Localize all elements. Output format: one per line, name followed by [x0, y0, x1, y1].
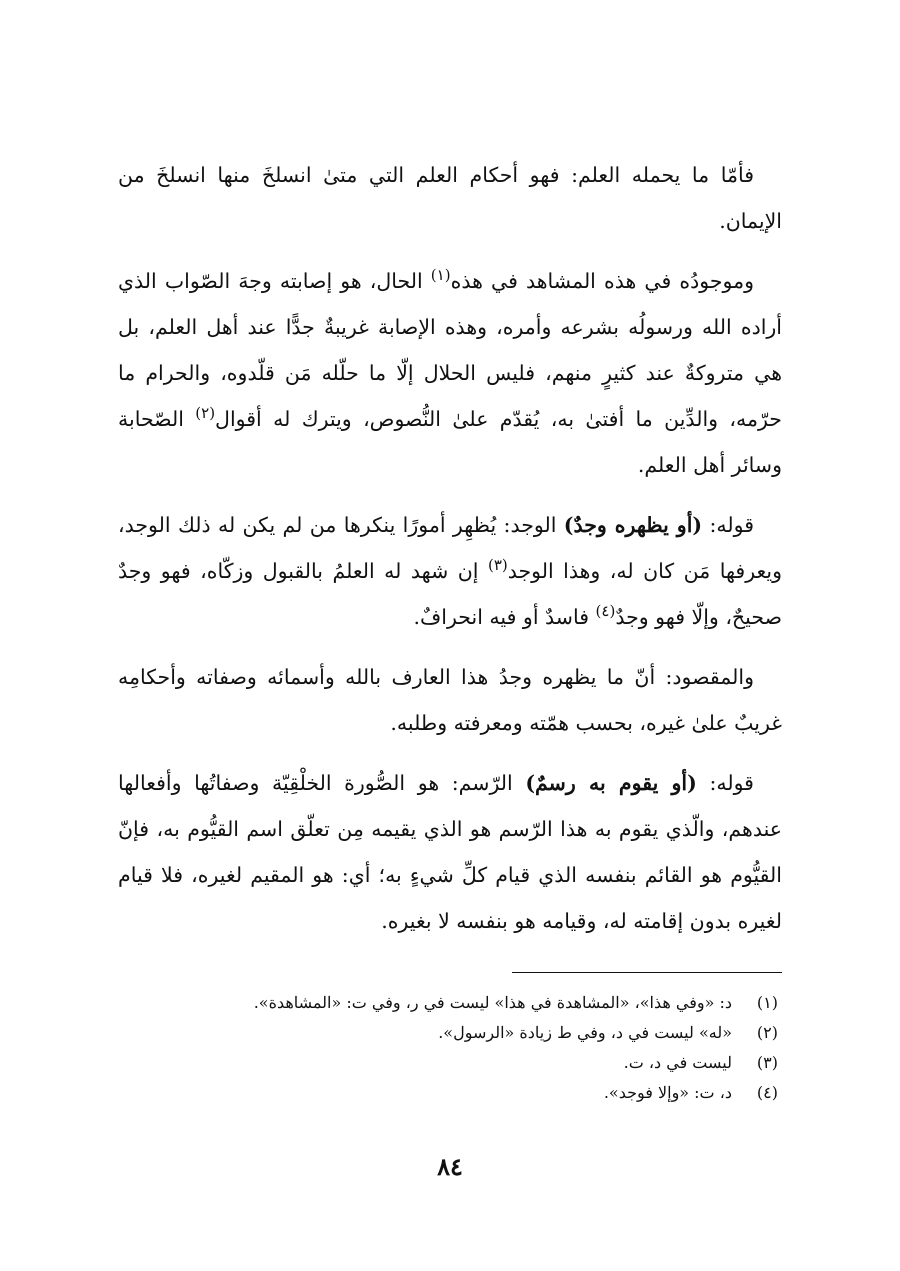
- footnote-number: (١): [756, 993, 778, 1012]
- footnote-number: (٤): [756, 1083, 778, 1102]
- paragraph-4-text: والمقصود: أنّ ما يظهره وجدُ هذا العارف بالله وأسمائه وصفاته وأحكامِه غريبٌ علىٰ غيره، بحسب همّته ومعرفته وطلبه.: [118, 665, 782, 735]
- footnote-ref-1: (١): [430, 266, 451, 285]
- footnote-number: (٢): [756, 1023, 778, 1042]
- footnotes: [118, 988, 778, 1108]
- paragraph-3-quoted-phrase: (أو يظهره وجدٌ): [563, 513, 703, 537]
- footnote-3: [118, 1048, 778, 1078]
- footnote-text: د، ت: «وإلا فوجد».: [603, 1083, 732, 1102]
- footnote-ref-3: (٣): [487, 556, 508, 575]
- paragraph-3-lead: قوله:: [702, 513, 754, 537]
- footnote-ref-4: (٤): [595, 602, 616, 621]
- paragraph-1: [118, 152, 782, 244]
- paragraph-2-part-b: الحال، هو إصابته وجهَ الصّواب الذي أراده الله ورسولُه بشرعه وأمره، وهذه الإصابة غريبةٌ جدًّا عند أهل العلم، بل هي متروكةٌ عند كثيرٍ منهم، فليس الحلال إلّا ما حلّله مَن قلّدوه، والحرام ما حرّمه، والدِّين ما أفتىٰ به، يُقدّم علىٰ النُّصوص، ويترك له أقوال: [118, 269, 782, 431]
- footnote-1: [118, 988, 778, 1018]
- paragraph-2-part-a: وموجودُه في هذه المشاهد في هذه: [450, 269, 754, 293]
- footnote-2: [118, 1018, 778, 1048]
- paragraph-5-lead: قوله:: [696, 771, 754, 795]
- paragraph-1-text: فأمّا ما يحمله العلم: فهو أحكام العلم التي متىٰ انسلخَ منها انسلخَ من الإيمان.: [118, 163, 782, 233]
- paragraph-3: [118, 502, 782, 640]
- paragraph-5-quoted-phrase: (أو يقوم به رسمٌ): [525, 771, 697, 795]
- footnote-text: د: «وفي هذا»، «المشاهدة في هذا» ليست في ر، وفي ت: «المشاهدة».: [253, 993, 732, 1012]
- paragraph-2: [118, 258, 782, 488]
- paragraph-3-part-a: الوجد: يُظهِر أمورًا ينكرها من لم يكن له ذلك الوجد، ويعرفها مَن كان له، وهذا الوجد: [118, 513, 783, 583]
- paragraph-3-part-b: إن شهد له العلمُ بالقبول وزكّاه، فهو وجدٌ صحيحٌ، وإلّا فهو وجدٌ: [118, 559, 782, 629]
- paragraph-3-part-c: فاسدٌ أو فيه انحرافٌ.: [413, 605, 596, 629]
- footnote-text: «له» ليست في د، وفي ط زيادة «الرسول».: [438, 1023, 732, 1042]
- footnote-text: ليست في د، ت.: [623, 1053, 732, 1072]
- footnote-number: (٣): [756, 1053, 778, 1072]
- paragraph-5: [118, 760, 782, 944]
- paragraph-4: [118, 654, 782, 746]
- paragraph-5-part-a: الرّسم: هو الصُّورة الخلْقِيّة وصفاتُها وأفعالها عندهم، والّذي يقوم به هذا الرّسم هو الذي يقيمه مِن تعلّق اسم القيُّوم به، فإنّ القيُّوم هو القائم بنفسه الذي قيام كلِّ شيءٍ به؛ أي: هو المقيم لغيره، فلا قيام لغيره بدون إقامته له، وقيامه هو بنفسه لا بغيره.: [118, 771, 782, 933]
- footnote-4: [118, 1078, 778, 1108]
- page-number: ٨٤: [437, 1152, 463, 1181]
- paragraph-2-part-c: الصّحابة وسائر أهل العلم.: [118, 407, 782, 477]
- footnote-ref-2: (٢): [195, 404, 216, 423]
- footnote-separator: [512, 972, 782, 973]
- main-text: [118, 152, 782, 958]
